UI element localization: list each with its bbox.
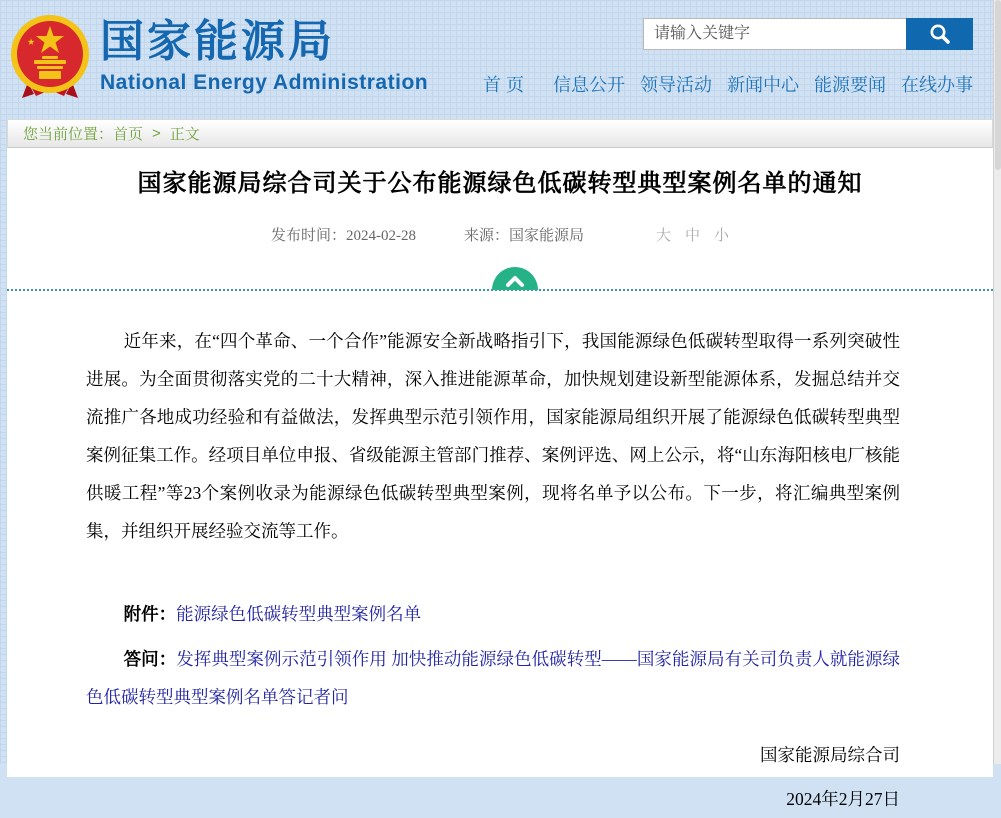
qa-link[interactable]: 发挥典型案例示范引领作用 加快推动能源绿色低碳转型——国家能源局有关司负责人就能源绿色低碳转型典型案例名单答记者问 xyxy=(86,649,900,708)
search-button[interactable] xyxy=(906,18,973,50)
qa-row xyxy=(86,640,900,716)
font-size-medium-button[interactable]: 中 xyxy=(685,228,701,245)
search-input[interactable] xyxy=(643,18,906,50)
source-label: 来源： xyxy=(463,228,509,245)
scrollbar-track[interactable] xyxy=(993,0,1001,764)
main-nav xyxy=(483,71,973,97)
article-container xyxy=(7,148,993,810)
nav-item-leader-activities[interactable]: 领导活动 xyxy=(640,75,712,95)
search-bar xyxy=(643,18,973,50)
publish-time xyxy=(271,224,416,245)
breadcrumb-separator: > xyxy=(152,125,161,142)
nav-item-energy-news[interactable]: 能源要闻 xyxy=(814,75,886,95)
site-title-en: National Energy Administration xyxy=(100,70,429,94)
font-size-large-button[interactable]: 大 xyxy=(656,228,672,245)
chevron-up-icon xyxy=(502,274,528,288)
article-title: 国家能源局综合司关于公布能源绿色低碳转型典型案例名单的通知 xyxy=(137,171,863,197)
breadcrumb-label: 您当前位置： xyxy=(23,126,114,143)
article-body xyxy=(7,291,993,818)
publish-time-label: 发布时间： xyxy=(270,228,346,245)
search-icon xyxy=(928,22,952,46)
source-value: 国家能源局 xyxy=(508,228,584,245)
nav-item-news-center[interactable]: 新闻中心 xyxy=(727,75,799,95)
article-divider xyxy=(7,245,993,291)
nav-item-online-services[interactable]: 在线办事 xyxy=(901,75,973,95)
signature: 国家能源局综合司 xyxy=(760,745,900,766)
site-title-cn: 国家能源局 xyxy=(100,17,335,67)
font-size-controls xyxy=(656,224,729,245)
source xyxy=(464,224,584,245)
article-paragraph: 近年来，在“四个革命、一个合作”能源安全新战略指引下，我国能源绿色低碳转型取得一系列突破性进展。为全面贯彻落实党的二十大精神，深入推进能源革命，加快规划建设新型能源体系，发掘总结并交流推广各地成功经验和有益做法，发挥典型示范引领作用，国家能源局组织开展了能源绿色低碳转型典型案例征集工作。经项目单位申报、省级能源主管部门推荐、案例评选、网上公示，将“山东海阳核电厂核能供暖工程”等23个案例收录为能源绿色低碳转型典型案例，现将名单予以公布。下一步，将汇编典型案例集，并组织开展经验交流等工作。 xyxy=(86,331,900,542)
breadcrumb-current: 正文 xyxy=(169,126,200,143)
national-emblem-icon xyxy=(8,12,92,106)
attachment-link[interactable]: 能源绿色低碳转型典型案例名单 xyxy=(176,604,422,625)
publish-time-value: 2024-02-28 xyxy=(345,228,416,245)
qa-label: 答问： xyxy=(123,649,177,670)
site-header xyxy=(0,0,1001,113)
site-branding xyxy=(100,18,428,94)
breadcrumb-home-link[interactable]: 首页 xyxy=(113,126,144,143)
breadcrumb xyxy=(7,119,993,148)
attachment-row xyxy=(86,595,900,633)
article-meta xyxy=(7,224,993,245)
nav-item-info-disclosure[interactable]: 信息公开 xyxy=(553,75,625,95)
font-size-small-button[interactable]: 小 xyxy=(714,228,730,245)
attachment-label: 附件： xyxy=(123,604,177,625)
signature-date: 2024年2月27日 xyxy=(786,789,900,810)
scrollbar-thumb[interactable] xyxy=(995,0,1001,170)
nav-item-home[interactable]: 首 页 xyxy=(482,75,524,95)
collapse-button[interactable] xyxy=(492,267,538,290)
